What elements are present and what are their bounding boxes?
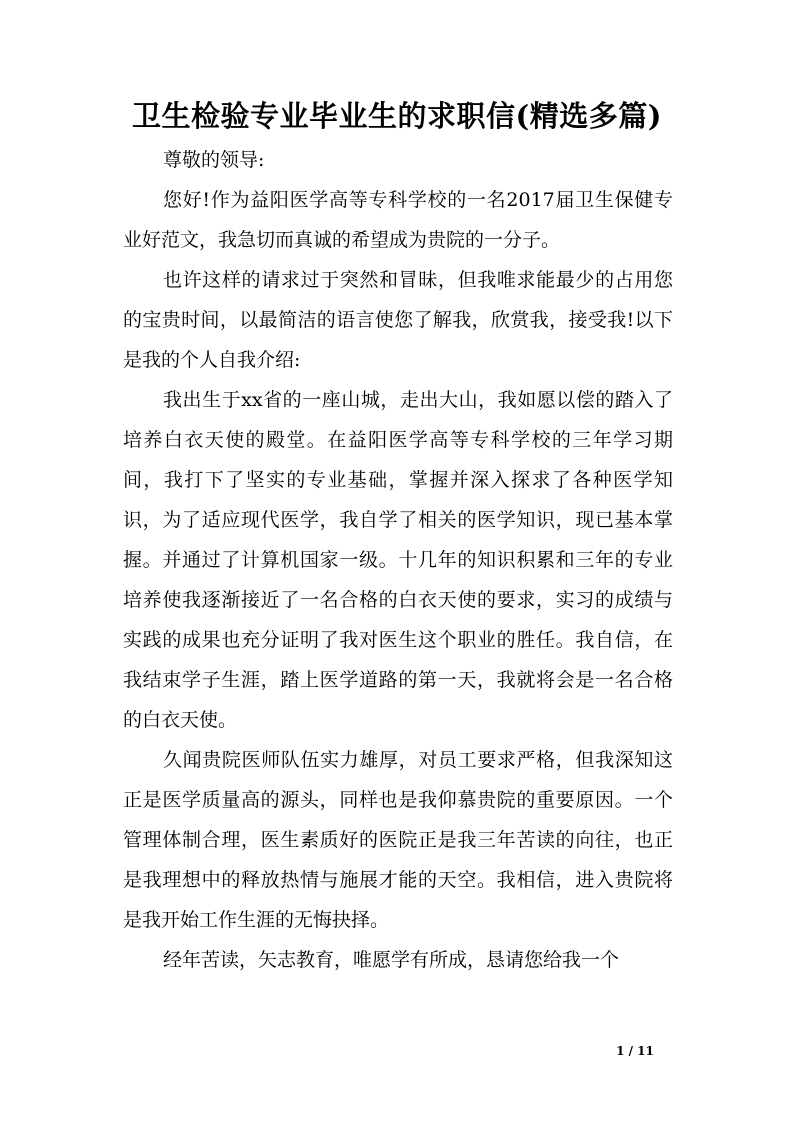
- paragraph-background: 我出生于xx省的一座山城，走出大山，我如愿以偿的踏入了培养白衣天使的殿堂。在益阳医学高等专科学校的三年学习期间，我打下了坚实的专业基础，掌握并深入探求了各种医学知识，为了适应现代医学，我自学了相关的医学知识，现已基本掌握。并通过了计算机国家一级。十几年的知识积累和三年的专业培养使我逐渐接近了一名合格的白衣天使的要求，实习的成绩与实践的成果也充分证明了我对医生这个职业的胜任。我自信，在我结束学子生涯，踏上医学道路的第一天，我就将会是一名合格的白衣天使。: [123, 389, 673, 731]
- paragraph-hospital: 久闻贵院医师队伍实力雄厚，对员工要求严格，但我深知这正是医学质量高的源头，同样也是我仰慕贵院的重要原因。一个管理体制合理，医生素质好的医院正是我三年苦读的向往，也正是我理想中的释放热情与施展才能的天空。我相信，进入贵院将是我开始工作生涯的无悔抉择。: [123, 749, 673, 931]
- letter-greeting: 尊敬的领导:: [163, 149, 265, 171]
- letter-body: [123, 140, 673, 980]
- page-footer: [0, 1043, 794, 1059]
- document-title: 卫生检验专业毕业生的求职信(精选多篇): [132, 99, 662, 133]
- page-number: 1 / 11: [616, 1044, 654, 1058]
- paragraph-request: 也许这样的请求过于突然和冒昧，但我唯求能最少的占用您的宝贵时间，以最简洁的语言使您了解我，欣赏我，接受我!以下是我的个人自我介绍:: [123, 269, 673, 371]
- paragraph-intro: 您好!作为益阳医学高等专科学校的一名2017届卫生保健专业好范文，我急切而真诚的希望成为贵院的一分子。: [123, 189, 673, 251]
- paragraph-closing: 经年苦读，矢志教育，唯愿学有所成，恳请您给我一个: [163, 949, 620, 971]
